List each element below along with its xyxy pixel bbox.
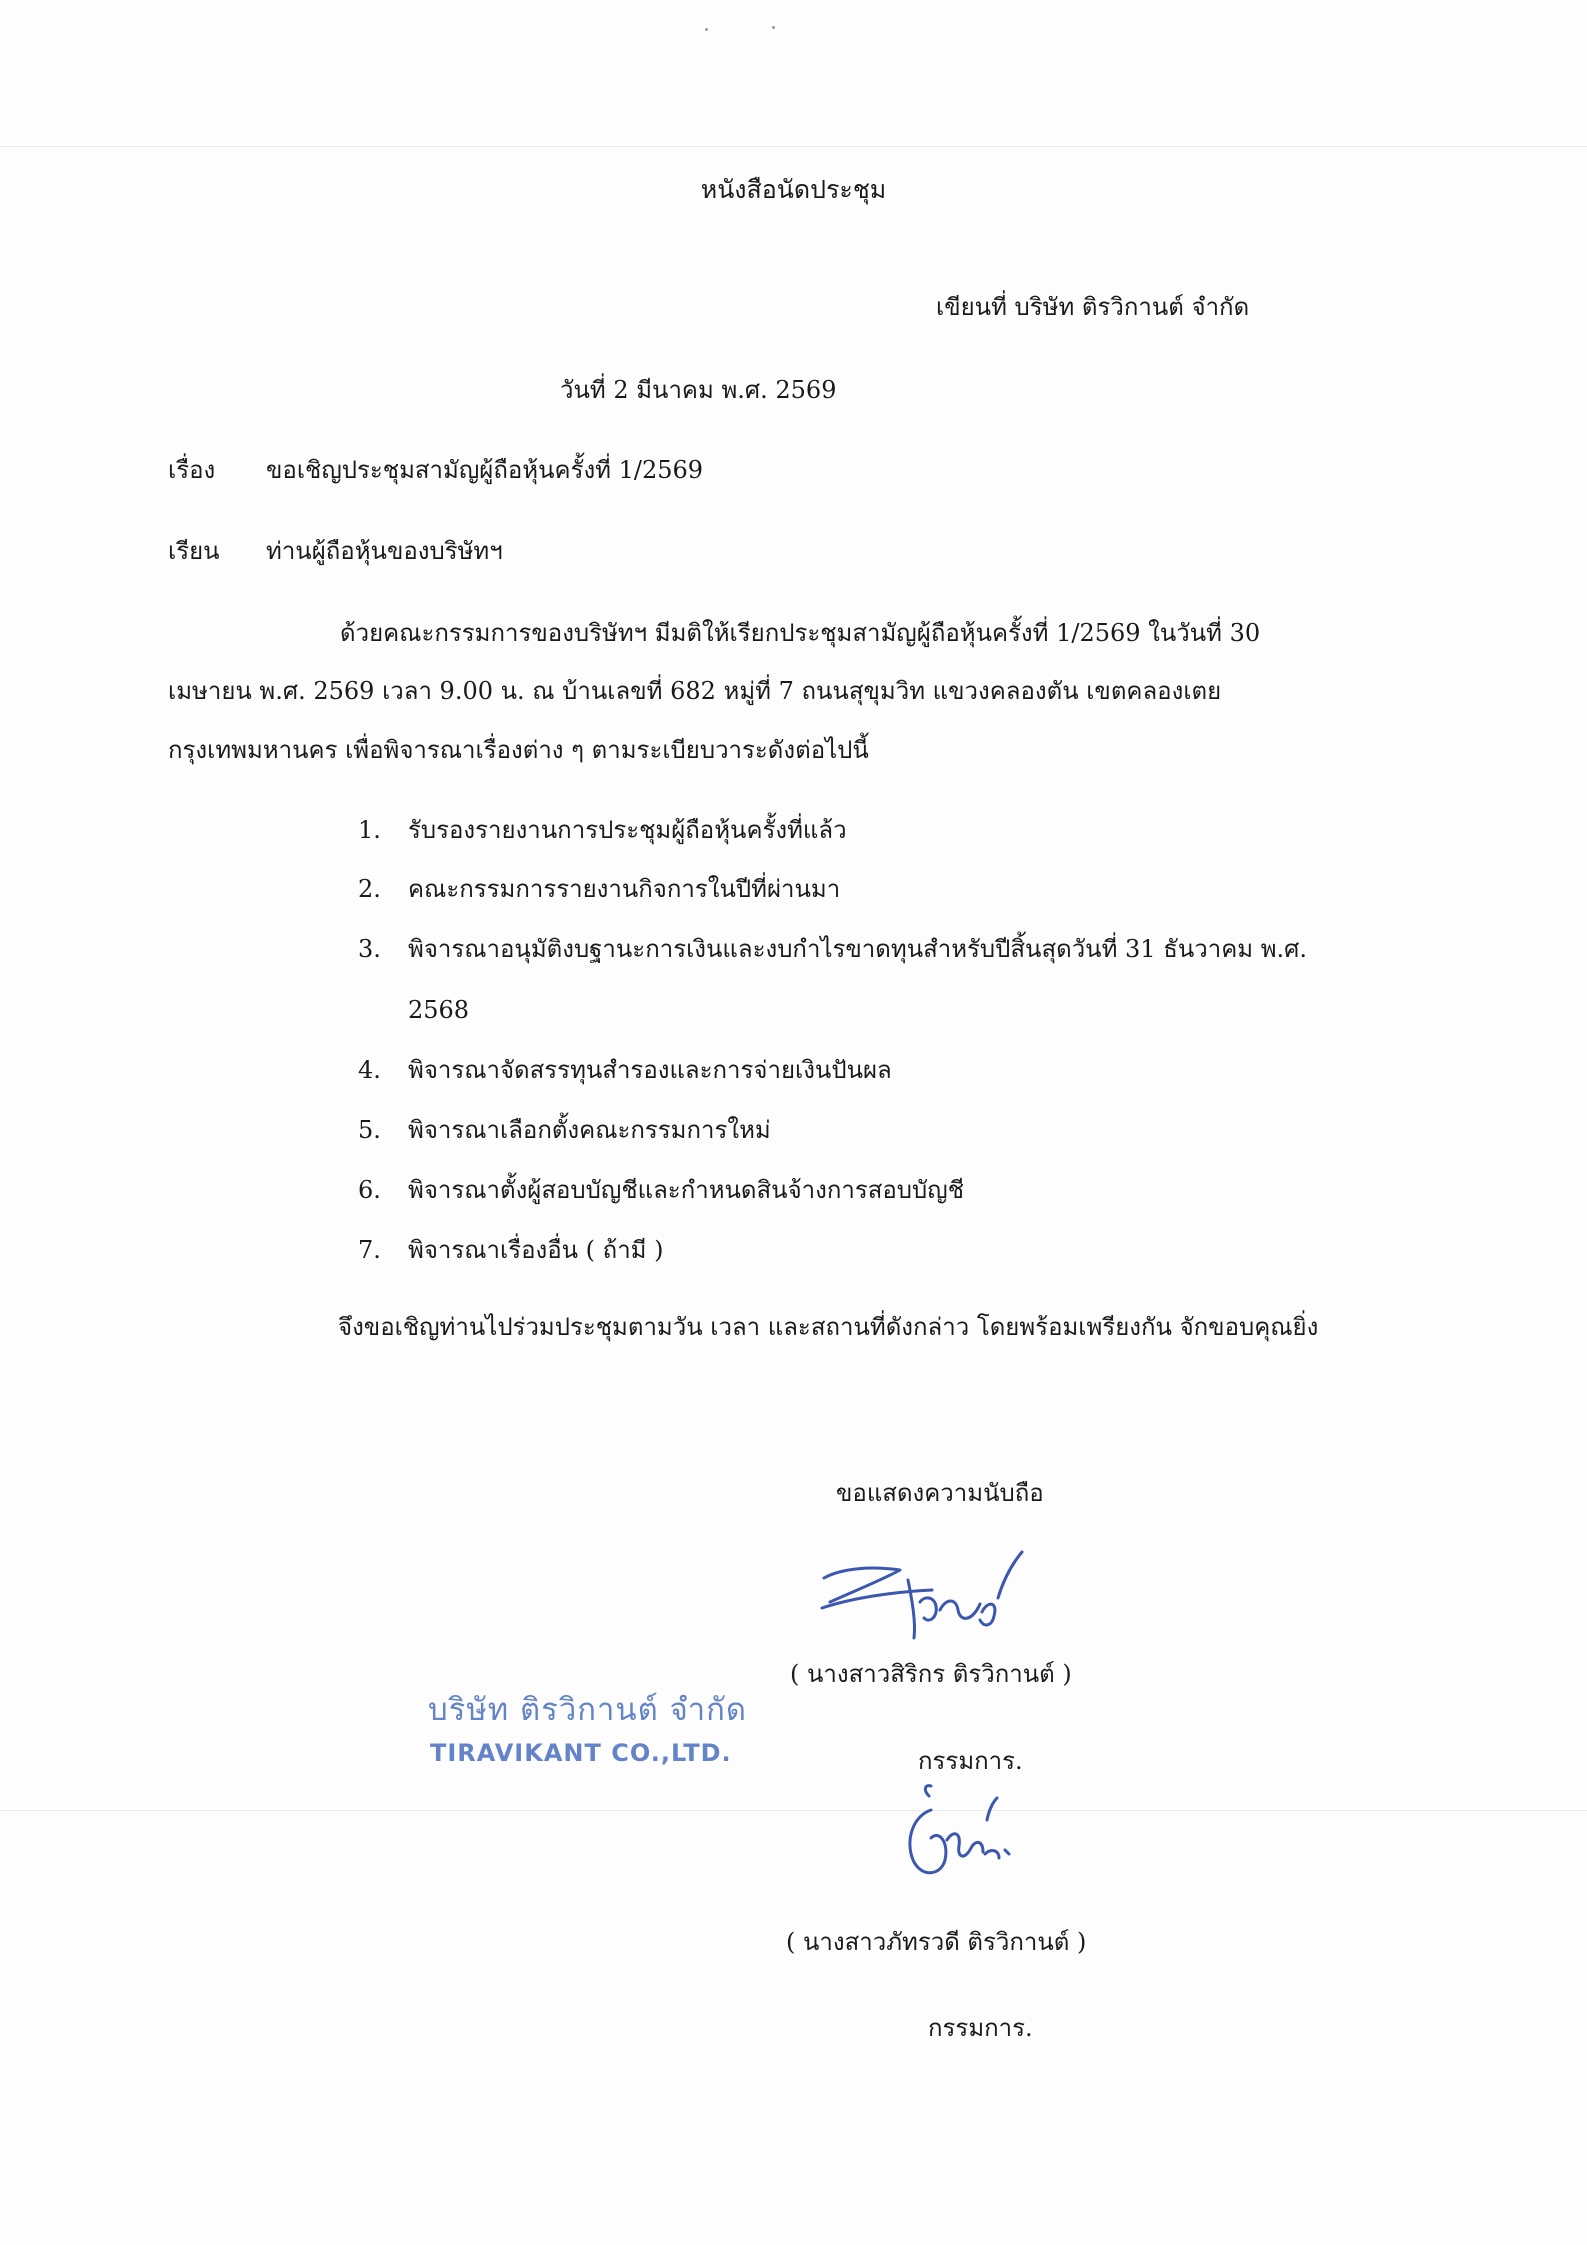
agenda-item-number: 5. xyxy=(358,1116,381,1144)
agenda-item-number: 6. xyxy=(358,1176,381,1204)
handwritten-signature-1 xyxy=(812,1540,1032,1650)
letter-title: หนังสือนัดประชุม xyxy=(700,175,887,204)
handwritten-signature-2 xyxy=(895,1780,1035,1890)
written-at: เขียนที่ บริษัท ติรวิกานต์ จำกัด xyxy=(936,293,1250,321)
subject-label: เรื่อง xyxy=(168,456,216,484)
agenda-item-text: พิจารณาจัดสรรทุนสำรองและการจ่ายเงินปันผล xyxy=(408,1056,892,1084)
agenda-item-number: 3. xyxy=(358,935,381,963)
agenda-item-number: 1. xyxy=(358,816,381,844)
agenda-item-text: พิจารณาเลือกตั้งคณะกรรมการใหม่ xyxy=(408,1116,771,1144)
company-stamp xyxy=(428,1690,768,1790)
recipient-label: เรียน xyxy=(168,537,220,565)
agenda-item-text: พิจารณาอนุมัติงบฐานะการเงินและงบกำไรขาดทุนสำหรับปีสิ้นสุดวันที่ 31 ธันวาคม พ.ศ. xyxy=(408,935,1308,963)
scan-artifact-line xyxy=(0,146,1587,147)
complimentary-close: ขอแสดงความนับถือ xyxy=(836,1479,1044,1507)
agenda-item-text: พิจารณาตั้งผู้สอบบัญชีและกำหนดสินจ้างการสอบบัญชี xyxy=(408,1176,964,1204)
stamp-thai-text: บริษัท ติรวิกานต์ จำกัด xyxy=(428,1692,748,1728)
scan-speck xyxy=(705,28,708,31)
body-paragraph-line: ด้วยคณะกรรมการของบริษัทฯ มีมติให้เรียกประชุมสามัญผู้ถือหุ้นครั้งที่ 1/2569 ในวันที่ 30 xyxy=(340,619,1261,647)
scan-artifact-line xyxy=(0,1810,1587,1811)
closing-sentence: จึงขอเชิญท่านไปร่วมประชุมตามวัน เวลา และสถานที่ดังกล่าว โดยพร้อมเพรียงกัน จักขอบคุณยิ่ง xyxy=(338,1313,1319,1341)
agenda-item-number: 2. xyxy=(358,875,381,903)
body-paragraph-line: กรุงเทพมหานคร เพื่อพิจารณาเรื่องต่าง ๆ ตามระเบียบวาระดังต่อไปนี้ xyxy=(168,736,869,764)
signatory-name-2: ( นางสาวภัทรวดี ติรวิกานต์ ) xyxy=(786,1928,1087,1956)
letter-date: วันที่ 2 มีนาคม พ.ศ. 2569 xyxy=(560,376,837,404)
agenda-item-text-continued: 2568 xyxy=(408,996,470,1024)
agenda-item-number: 7. xyxy=(358,1236,381,1264)
agenda-item-text: รับรองรายงานการประชุมผู้ถือหุ้นครั้งที่แล้ว xyxy=(408,816,847,844)
scan-speck xyxy=(772,26,775,29)
agenda-item-number: 4. xyxy=(358,1056,381,1084)
recipient-text: ท่านผู้ถือหุ้นของบริษัทฯ xyxy=(266,537,503,565)
body-paragraph-line: เมษายน พ.ศ. 2569 เวลา 9.00 น. ณ บ้านเลขที่ 682 หมู่ที่ 7 ถนนสุขุมวิท แขวงคลองตัน เขตคลองเตย xyxy=(168,677,1222,705)
subject-text: ขอเชิญประชุมสามัญผู้ถือหุ้นครั้งที่ 1/2569 xyxy=(266,456,704,484)
agenda-item-text: คณะกรรมการรายงานกิจการในปีที่ผ่านมา xyxy=(408,875,841,903)
stamp-english-text: TIRAVIKANT CO.,LTD. xyxy=(430,1739,732,1767)
signatory-title-1: กรรมการ. xyxy=(918,1747,1023,1775)
signatory-name-1: ( นางสาวสิริกร ติรวิกานต์ ) xyxy=(790,1660,1072,1688)
agenda-item-text: พิจารณาเรื่องอื่น ( ถ้ามี ) xyxy=(408,1236,664,1264)
signatory-title-2: กรรมการ. xyxy=(928,2014,1033,2042)
